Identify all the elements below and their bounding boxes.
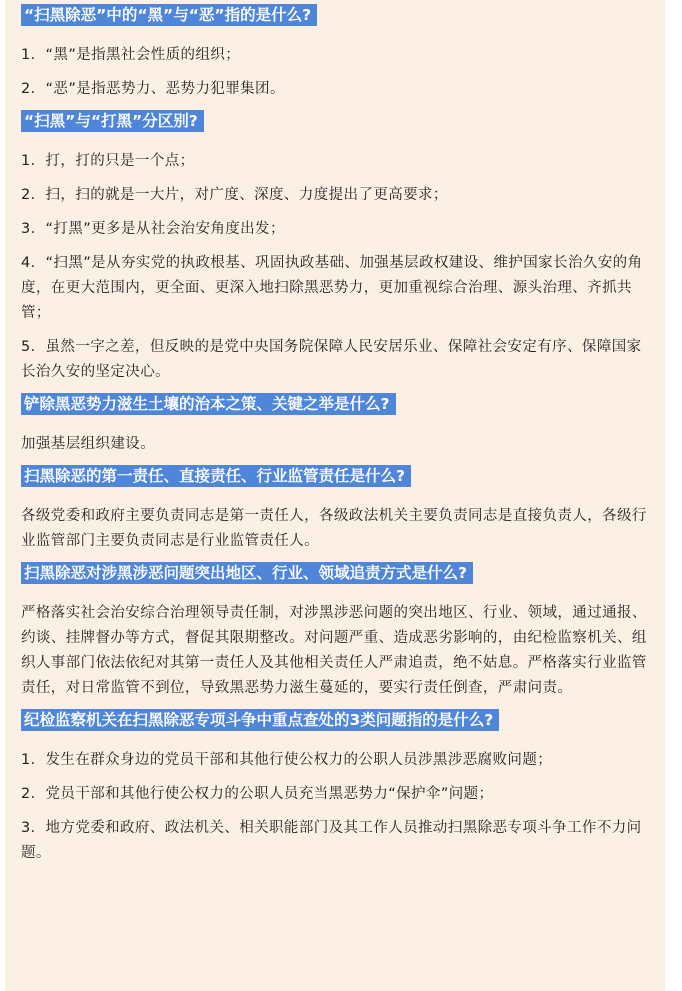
article-body — [5, 0, 665, 991]
paragraph: 严格落实社会治安综合治理领导责任制，对涉黑涉恶问题的突出地区、行业、领域，通过通报、约谈、挂牌督办等方式，督促其限期整改。对问题严重、造成恶劣影响的，由纪检监察机关、组织人事部门依法依纪对其第一责任人及其他相关责任人严肃追责，绝不姑息。严格落实行业监管责任，对日常监管不到位，导致黑恶势力滋生蔓延的，要实行责任倒查，严肃问责。 — [21, 605, 647, 696]
paragraph: 1．打，打的只是一个点； — [21, 153, 195, 169]
paragraph: 5．虽然一字之差，但反映的是党中央国务院保障人民安居乐业、保障社会安定有序、保障国家长治久安的坚定决心。 — [21, 339, 642, 380]
section-accountability — [21, 562, 665, 701]
section-heading: “扫黑”与“打黑”分区别? — [21, 110, 204, 132]
section-three-problems — [21, 709, 665, 866]
paragraph: 4．“扫黑”是从夯实党的执政根基、巩固执政基础、加强基层政权建设、维护国家长治久安的角度，在更大范围内，更全面、更深入地扫除黑恶势力，更加重视综合治理、源头治理、齐抓共管； — [21, 255, 643, 321]
paragraph: 各级党委和政府主要负责同志是第一责任人，各级政法机关主要负责同志是直接负责人，各级行业监管部门主要负责同志是行业监管责任人。 — [21, 508, 647, 549]
section-heading: 纪检监察机关在扫黑除恶专项斗争中重点查处的3类问题指的是什么? — [21, 709, 499, 731]
section-sweep-vs-strike — [21, 110, 665, 385]
section-heading: 扫黑除恶对涉黑涉恶问题突出地区、行业、领域追责方式是什么? — [21, 562, 473, 584]
paragraph: 1．发生在群众身边的党员干部和其他行使公权力的公职人员涉黑涉恶腐败问题； — [21, 752, 553, 768]
paragraph: 2．党员干部和其他行使公权力的公职人员充当黑恶势力“保护伞”问题； — [21, 786, 494, 802]
section-heading: “扫黑除恶”中的“黑”与“恶”指的是什么? — [21, 4, 317, 26]
paragraph: 2．“恶”是指恶势力、恶势力犯罪集团。 — [21, 81, 285, 97]
paragraph: 2．扫，扫的就是一大片，对广度、深度、力度提出了更高要求； — [21, 187, 448, 203]
section-responsibility — [21, 465, 665, 554]
paragraph: 1．“黑”是指黑社会性质的组织； — [21, 47, 241, 63]
paragraph: 3．“打黑”更多是从社会治安角度出发； — [21, 221, 285, 237]
section-root-measure — [21, 393, 665, 457]
section-heading: 扫黑除恶的第一责任、直接责任、行业监管责任是什么? — [21, 465, 411, 487]
section-black-evil-meaning — [21, 4, 665, 102]
section-heading: 铲除黑恶势力滋生土壤的治本之策、关键之举是什么? — [21, 393, 396, 415]
paragraph: 加强基层组织建设。 — [21, 436, 156, 452]
paragraph: 3．地方党委和政府、政法机关、相关职能部门及其工作人员推动扫黑除恶专项斗争工作不力问题。 — [21, 820, 642, 861]
